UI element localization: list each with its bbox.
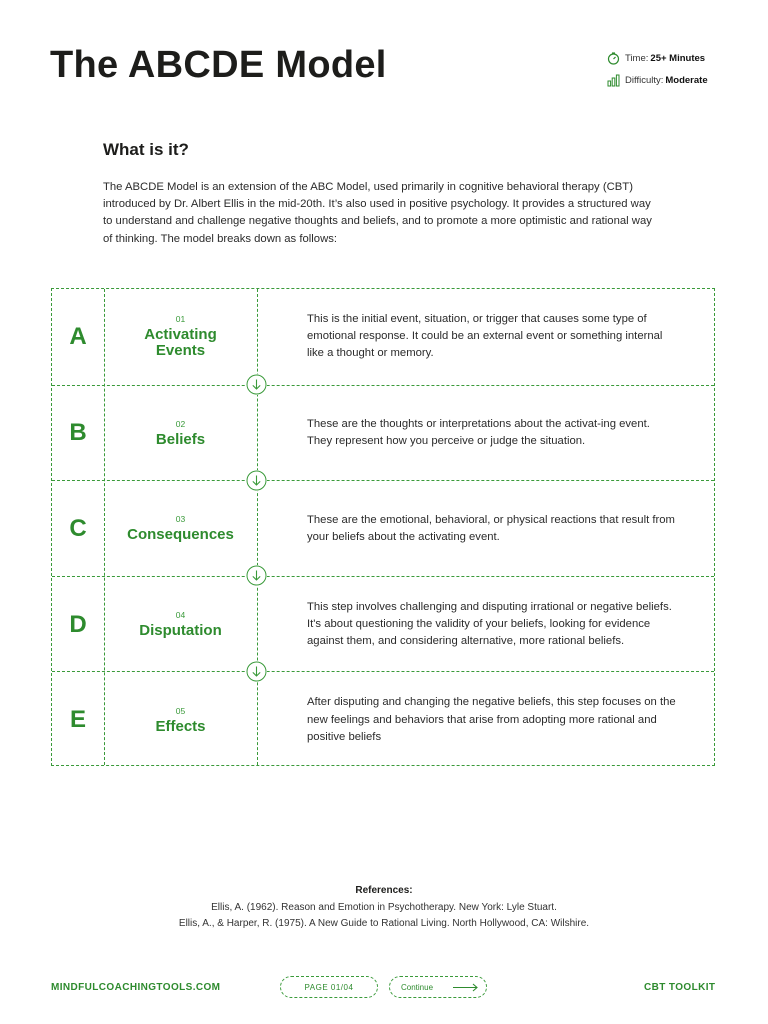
continue-label: Continue [401, 982, 434, 992]
step-name: Beliefs [155, 430, 206, 448]
step-number: 05 [175, 705, 186, 716]
step-number: 04 [175, 610, 186, 621]
difficulty-meta [607, 74, 708, 87]
step-description: This step involves challenging and disputing irrational or negative beliefs. It's about questioning the validity of your beliefs, looking for evidence against them, and considering alternative, more rational beliefs. [307, 600, 672, 648]
time-meta [607, 52, 705, 65]
step-letter: A [69, 322, 87, 350]
column-divider [257, 289, 258, 765]
footer-site-link[interactable]: MINDFULCOACHINGTOOLS.COM [51, 982, 221, 993]
intro-paragraph: The ABCDE Model is an extension of the ABC Model, used primarily in cognitive behavioral therapy (CBT) introduced by Dr. Albert Ellis in the mid-20th. It’s also used in positive psychology. It provides a structured way to understand and challenge negative thoughts and beliefs, and to promote a more optimistic and rational way of thinking. The model breaks down as follows: [103, 181, 652, 245]
step-description: These are the thoughts or interpretations about the activat-ing event. They represent how you perceive or judge the situation. [307, 418, 650, 448]
step-description: This is the initial event, situation, or trigger that causes some type of emotional response. It could be an external event or something internal like a thought or memory. [307, 312, 663, 360]
step-letter: E [69, 706, 86, 734]
arrow-down-icon [246, 374, 267, 395]
step-letter: B [69, 419, 87, 447]
difficulty-value: Moderate [665, 75, 708, 86]
step-name-cell [104, 672, 257, 768]
page-title: The ABCDE Model [50, 44, 387, 86]
step-name: Consequences [127, 526, 234, 544]
step-row-a [52, 289, 714, 385]
step-row-d [52, 576, 714, 673]
references [0, 883, 768, 933]
reference-item: Ellis, A. (1962). Reason and Emotion in Psychotherapy. New York: Lyle Stuart. [211, 901, 557, 913]
reference-item: Ellis, A., & Harper, R. (1975). A New Guide to Rational Living. North Hollywood, CA: Wilshire. [178, 918, 590, 929]
step-name: Effects [155, 717, 206, 735]
step-name-cell [104, 577, 257, 673]
step-row-b [52, 385, 714, 482]
step-letter: C [69, 514, 87, 542]
step-number: 01 [175, 314, 186, 325]
arrow-right-icon [453, 983, 479, 992]
step-row-c [52, 480, 714, 577]
arrow-down-icon [246, 470, 267, 491]
step-name-cell [104, 386, 257, 482]
time-label: Time: [625, 53, 649, 64]
difficulty-label: Difficulty: [625, 75, 664, 86]
stopwatch-icon [607, 52, 620, 65]
arrow-down-icon [246, 661, 267, 682]
column-divider [104, 289, 105, 765]
step-name: Disputation [139, 622, 222, 640]
step-letter: D [69, 610, 87, 638]
step-name: Activating Events [144, 326, 217, 360]
step-name-cell [104, 289, 257, 385]
section-heading: What is it? [103, 140, 189, 159]
step-description: After disputing and changing the negative beliefs, this step focuses on the new feelings and behaviors that arise from adopting more rational and positive beliefs [307, 696, 676, 743]
page-indicator: PAGE 01/04 [280, 976, 378, 998]
footer-toolkit-label: CBT TOOLKIT [644, 982, 716, 993]
bar-chart-icon [607, 74, 620, 87]
step-number: 03 [175, 514, 186, 525]
references-title: References: [355, 885, 413, 896]
abcde-model-table [51, 288, 715, 766]
step-row-e [52, 671, 714, 768]
continue-button[interactable] [389, 976, 487, 998]
step-name-cell [104, 481, 257, 577]
time-value: 25+ Minutes [650, 53, 706, 64]
step-description: These are the emotional, behavioral, or physical reactions that result from your beliefs about the activating event. [307, 513, 675, 543]
step-number: 02 [175, 418, 186, 429]
